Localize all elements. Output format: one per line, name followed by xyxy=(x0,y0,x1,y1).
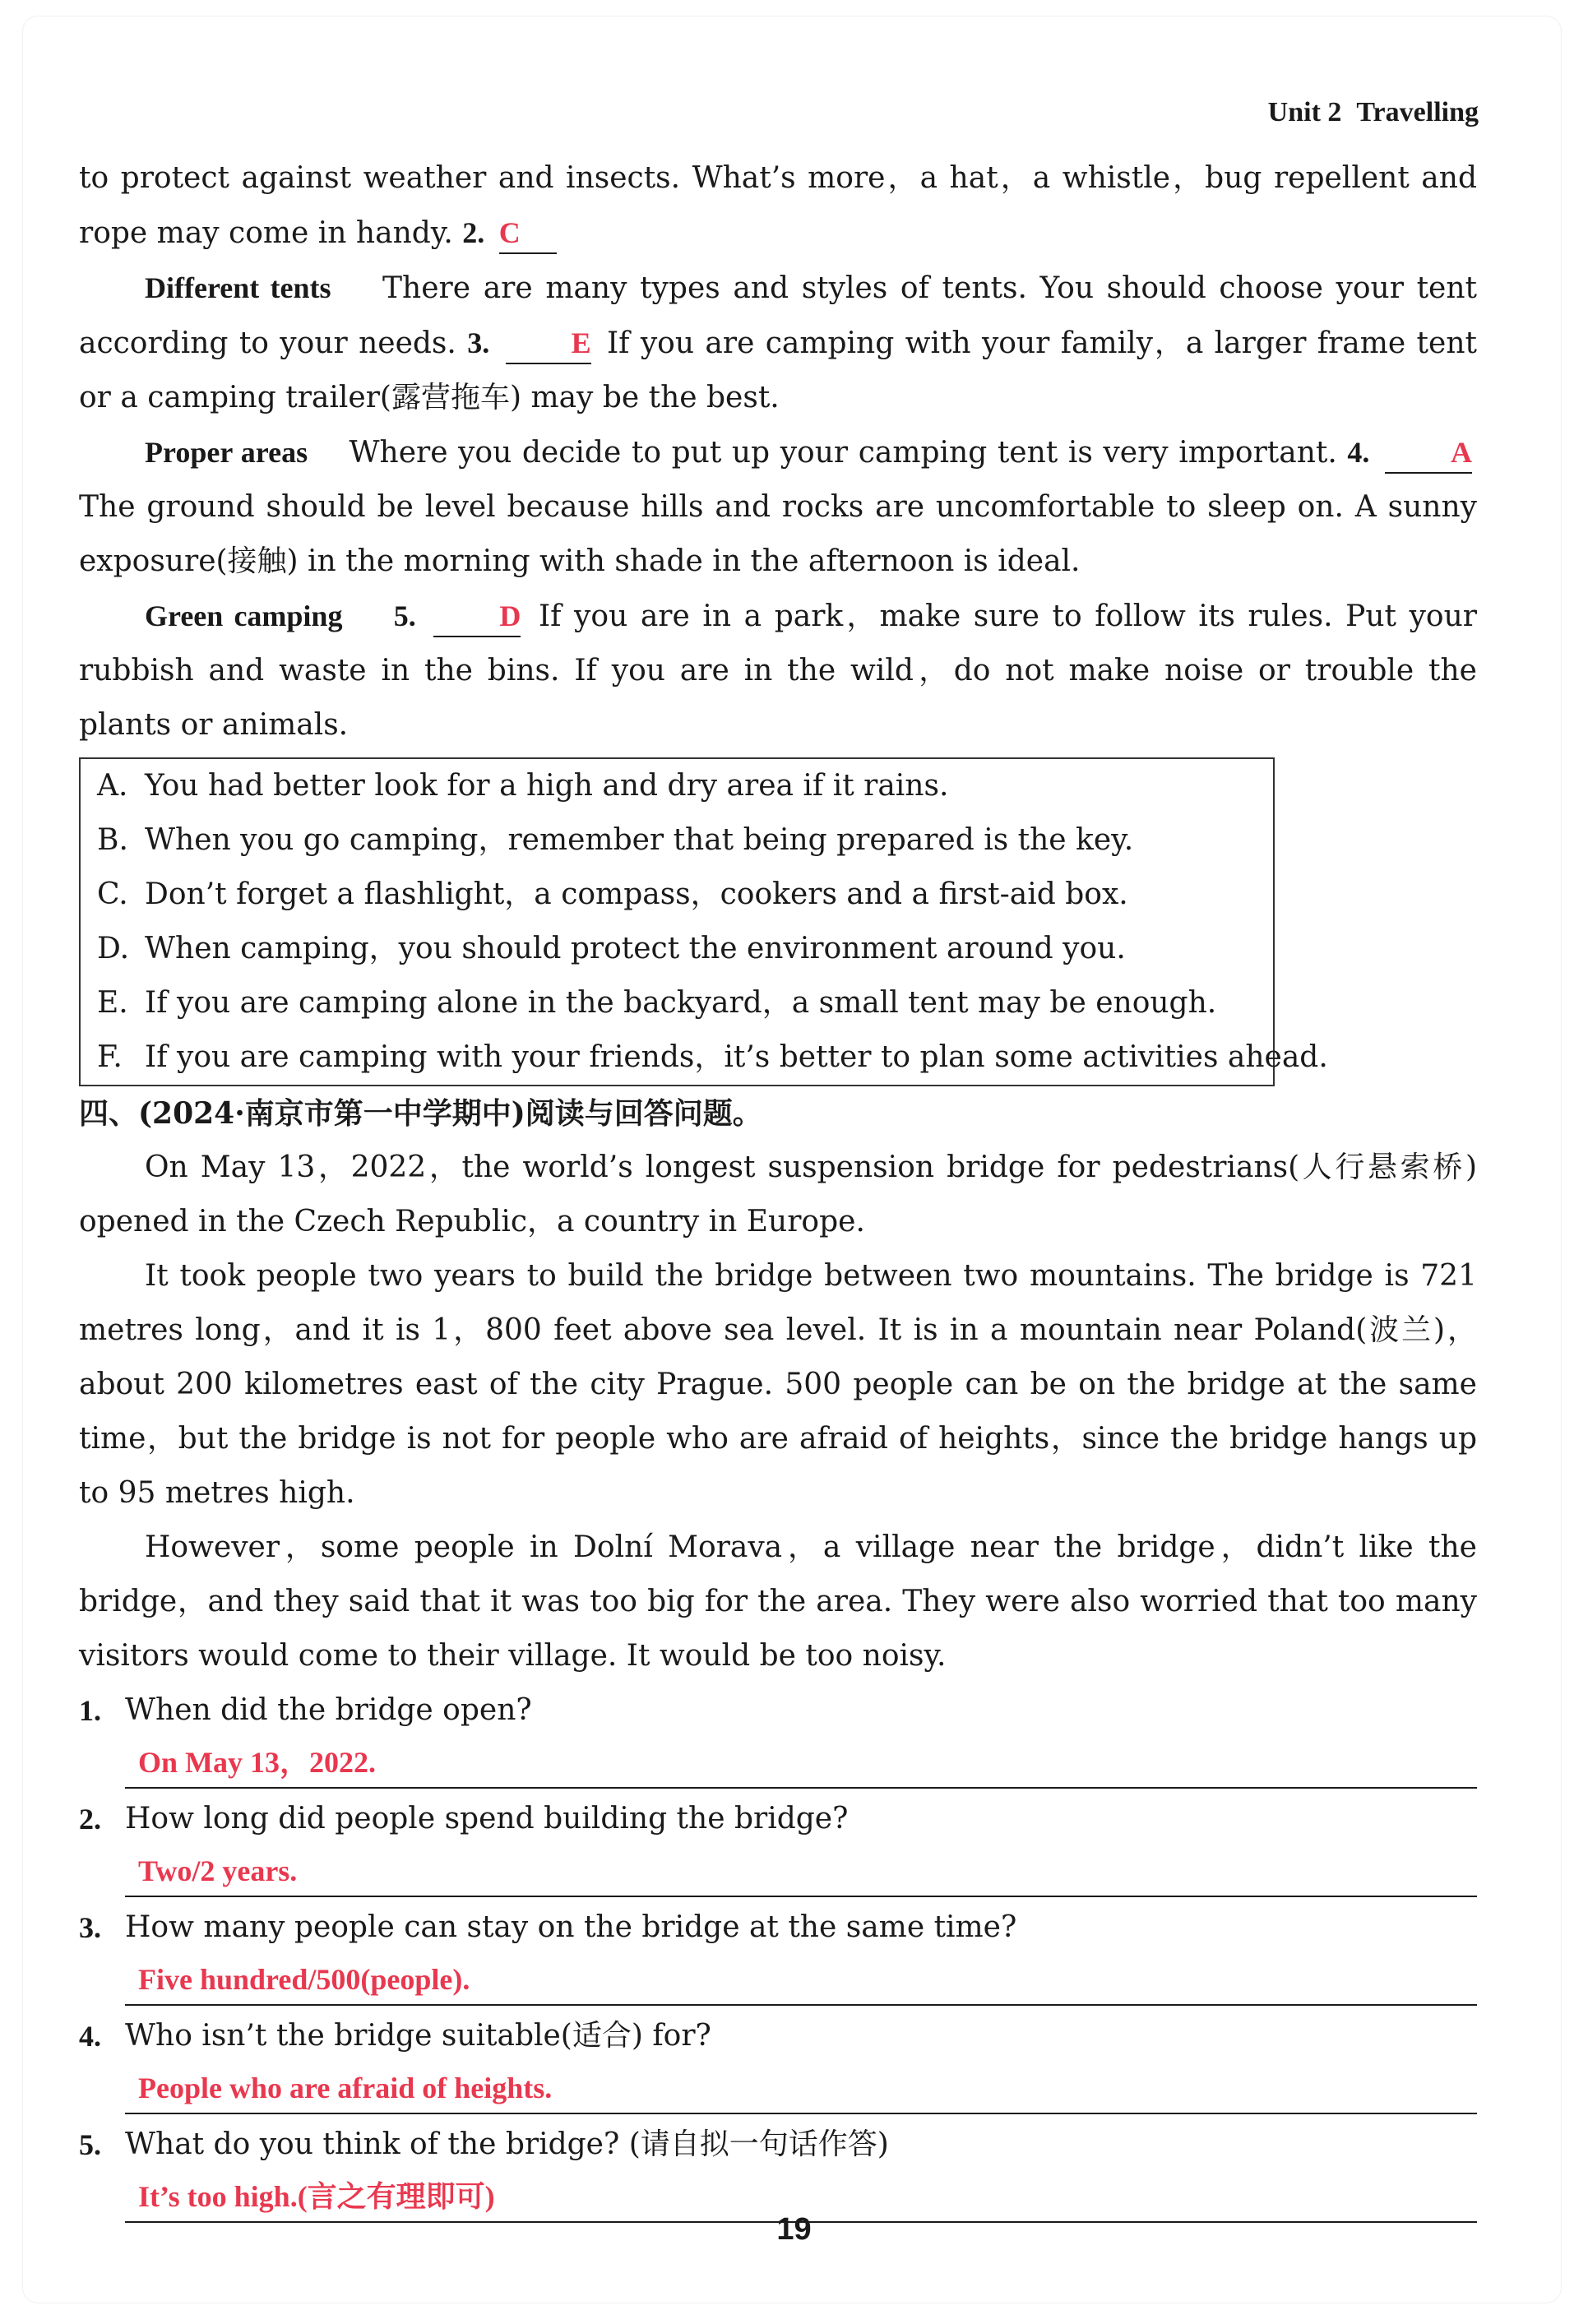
question-list xyxy=(79,1683,1477,2223)
answer-blank-5: D xyxy=(433,596,521,637)
answer-blank-4: A xyxy=(1385,433,1472,474)
blank-number: 5. xyxy=(393,600,416,632)
answer-blank-3: E xyxy=(506,323,591,364)
paragraph-heading: Green camping xyxy=(145,600,343,632)
question-2: 2. How long did people spend building the bridge? xyxy=(79,1802,849,1836)
question-4: 4. Who isn’t the bridge suitable(适合) for? xyxy=(79,2019,711,2053)
option-e: E. If you are camping alone in the backyard，a small tent may be enough. xyxy=(97,986,1217,1020)
question-5: 5. What do you think of the bridge? (请自拟一句话作答) xyxy=(79,2127,889,2161)
reading-paragraph-2: It took people two years to build the bridge between two mountains. The bridge is 721 metres long，and it is 1，800 feet above sea level. It is in a mountain near Poland(波兰)，about 200 kilometres east of the city Prague. 500 people can be on the bridge at the same time，but the bridge is not for people who are afraid of heights，since the bridge hangs up to 95 metres high. xyxy=(79,1259,1477,1510)
answer-blank-2: C xyxy=(499,213,557,254)
answer-line-5: It’s too high.(言之有理即可) xyxy=(125,2172,1477,2223)
option-a: A. You had better look for a high and dry area if it rains. xyxy=(97,769,949,803)
option-b: B. When you go camping，remember that being prepared is the key. xyxy=(97,823,1134,857)
answer-line-2: Two/2 years. xyxy=(125,1846,1477,1897)
section-title: 四、(2024·南京市第一中学期中)阅读与回答问题。 xyxy=(79,1096,762,1131)
paragraph-heading: Proper areas xyxy=(145,436,308,469)
unit-label: Unit 2 xyxy=(1267,97,1342,127)
answer-line-4: People who are afraid of heights. xyxy=(125,2063,1477,2114)
running-header xyxy=(1253,97,1479,128)
option-d: D. When camping，you should protect the environment around you. xyxy=(97,932,1126,965)
unit-title: Travelling xyxy=(1356,97,1479,127)
question-1: 1. When did the bridge open? xyxy=(79,1693,532,1727)
paragraph-heading: Different tents xyxy=(145,271,331,304)
options-box xyxy=(79,757,1328,1086)
passage-paragraph-1: to protect against weather and insects. What’s more，a hat，a whistle，bug repellent and rope may come in handy. 2. C xyxy=(79,151,1477,261)
passage-paragraph-2: Different tents There are many types and styles of tents. You should choose your tent according to your needs. 3. E If you are camping with your family，a larger frame tent or a camping trailer(露营拖车) may be the best. xyxy=(79,271,1477,414)
answer-line-3: Five hundred/500(people). xyxy=(125,1955,1477,2006)
option-c: C. Don’t forget a flashlight，a compass，cookers and a first-aid box. xyxy=(97,877,1128,911)
option-f: F. If you are camping with your friends，it’s better to plan some activities ahead. xyxy=(97,1040,1328,1074)
question-3: 3. How many people can stay on the bridge at the same time? xyxy=(79,1910,1017,1944)
page-content xyxy=(79,151,1477,2226)
answer-line-1: On May 13，2022. xyxy=(125,1738,1477,1789)
blank-number: 4. xyxy=(1347,436,1370,469)
blank-number: 3. xyxy=(467,326,490,359)
page-number: 19 xyxy=(776,2212,812,2247)
passage-paragraph-4: Green camping 5. D If you are in a park，make sure to follow its rules. Put your rubbish and waste in the bins. If you are in the wild，do not make noise or trouble the plants or animals. xyxy=(79,589,1477,752)
blank-number: 2. xyxy=(462,216,485,249)
reading-paragraph-1: On May 13，2022，the world’s longest suspension bridge for pedestrians(人行悬索桥) opened in the Czech Republic，a country in Europe. xyxy=(79,1150,1477,1238)
passage-paragraph-3: Proper areas Where you decide to put up your camping tent is very important. 4. A The ground should be level because hills and rocks are uncomfortable to sleep on. A sunny exposure(接触) in the morning with shade in the afternoon is ideal. xyxy=(79,425,1477,589)
reading-paragraph-3: However，some people in Dolní Morava，a village near the bridge，didn’t like the bridge，and they said that it was too big for the area. They were also worried that too many visitors would come to their village. It would be too noisy. xyxy=(79,1530,1477,1673)
